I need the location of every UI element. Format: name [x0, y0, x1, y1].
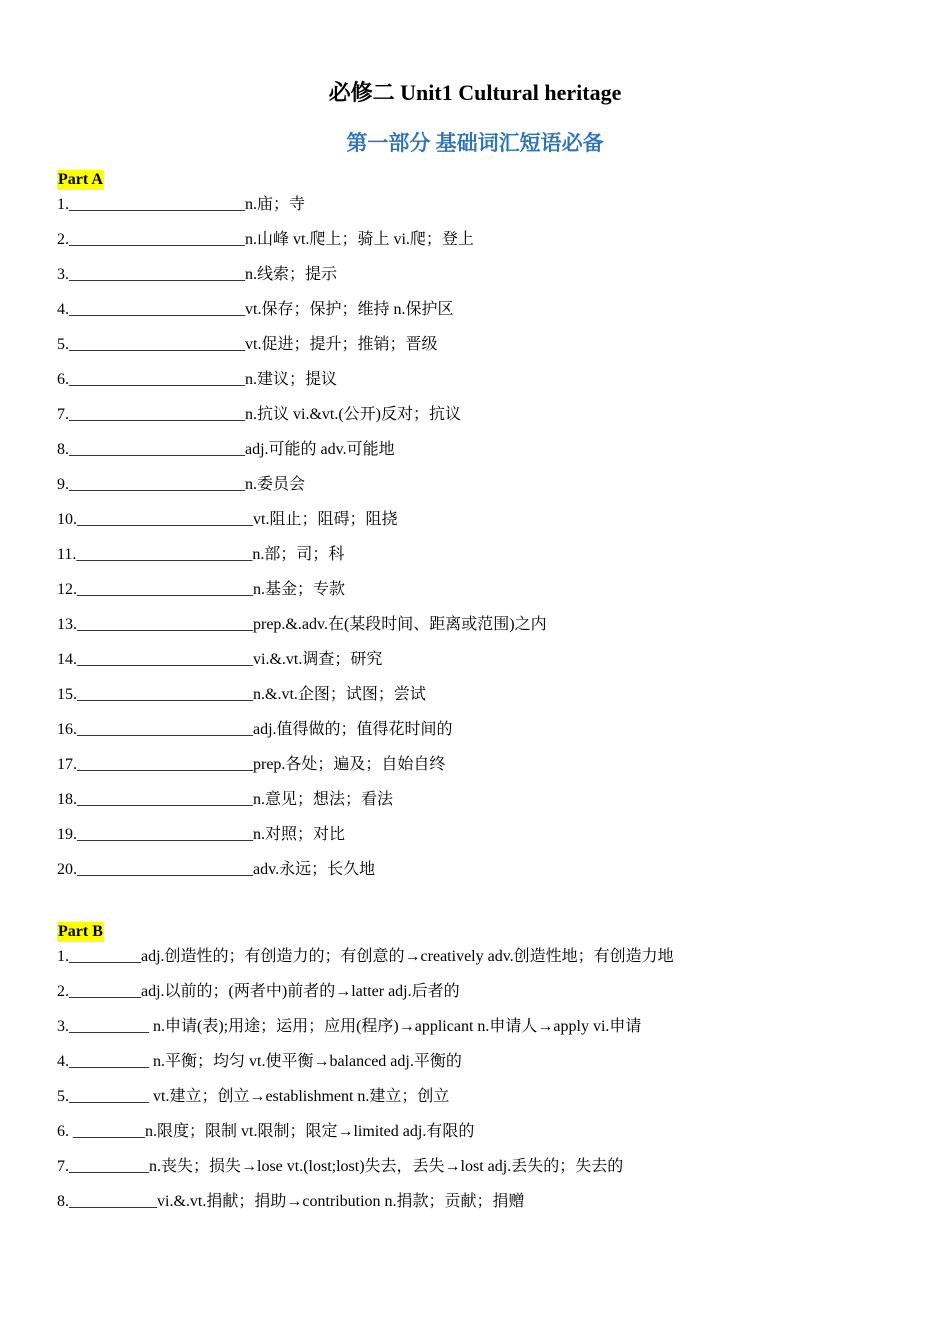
vocab-item: 19.______________________n.对照；对比: [57, 826, 346, 843]
part-a-label: Part A: [58, 171, 103, 188]
vocab-item: 18.______________________n.意见；想法；看法: [57, 791, 394, 808]
vocab-item: 2._________adj.以前的；(两者中)前者的→latter adj.后者的: [57, 983, 460, 1000]
vocab-item: 6. _________n.限度；限制 vt.限制；限定→limited adj.有限的: [57, 1123, 475, 1140]
vocab-item: 4.______________________vt.保存；保护；维持 n.保护区: [57, 301, 454, 318]
vocab-item: 3.______________________n.线索；提示: [57, 266, 338, 283]
vocab-item: 15.______________________n.&.vt.企图；试图；尝试: [57, 686, 426, 703]
vocab-item: 10.______________________vt.阻止；阻碍；阻挠: [57, 511, 398, 528]
vocab-item: 7.______________________n.抗议 vi.&vt.(公开)反对；抗议: [57, 406, 461, 423]
vocab-item: 2.______________________n.山峰 vt.爬上；骑上 vi.爬；登上: [57, 231, 474, 248]
vocab-item: 3.__________ n.申请(表);用途；运用；应用(程序)→applicant n.申请人→apply vi.申请: [57, 1018, 642, 1035]
vocab-item: 14.______________________vi.&.vt.调查；研究: [57, 651, 383, 668]
section-title: 第一部分 基础词汇短语必备: [346, 131, 604, 155]
vocab-item: 16.______________________adj.值得做的；值得花时间的: [57, 721, 453, 738]
vocab-item: 12.______________________n.基金；专款: [57, 581, 346, 598]
vocab-item: 13.______________________prep.&.adv.在(某段时间、距离或范围)之内: [57, 616, 547, 633]
part-b-list: [57, 946, 674, 1226]
vocab-item: 8.______________________adj.可能的 adv.可能地: [57, 441, 395, 458]
part-b-label: Part B: [58, 923, 103, 940]
vocab-item: 4.__________ n.平衡；均匀 vt.使平衡→balanced adj.平衡的: [57, 1053, 462, 1070]
vocab-item: 5.______________________vt.促进；提升；推销；晋级: [57, 336, 438, 353]
vocab-item: 11.______________________n.部；司；科: [57, 546, 345, 563]
vocab-item: 5.__________ vt.建立；创立→establishment n.建立；创立: [57, 1088, 450, 1105]
vocab-item: 8.___________vi.&.vt.捐献；捐助→contribution n.捐款；贡献；捐赠: [57, 1193, 525, 1210]
vocab-item: 20.______________________adv.永远；长久地: [57, 861, 376, 878]
vocab-item: 17.______________________prep.各处；遍及；自始自终: [57, 756, 446, 773]
vocab-item: 6.______________________n.建议；提议: [57, 371, 338, 388]
document-title: 必修二 Unit1 Cultural heritage: [328, 80, 622, 105]
vocab-item: 9.______________________n.委员会: [57, 476, 306, 493]
vocab-item: 7.__________n.丧失；损失→lose vt.(lost;lost)失去，丢失→lost adj.丢失的；失去的: [57, 1158, 624, 1175]
vocab-item: 1.______________________n.庙；寺: [57, 196, 306, 213]
vocab-item: 1._________adj.创造性的；有创造力的；有创意的→creatively adv.创造性地；有创造力地: [57, 948, 674, 965]
part-a-list: [57, 194, 547, 894]
